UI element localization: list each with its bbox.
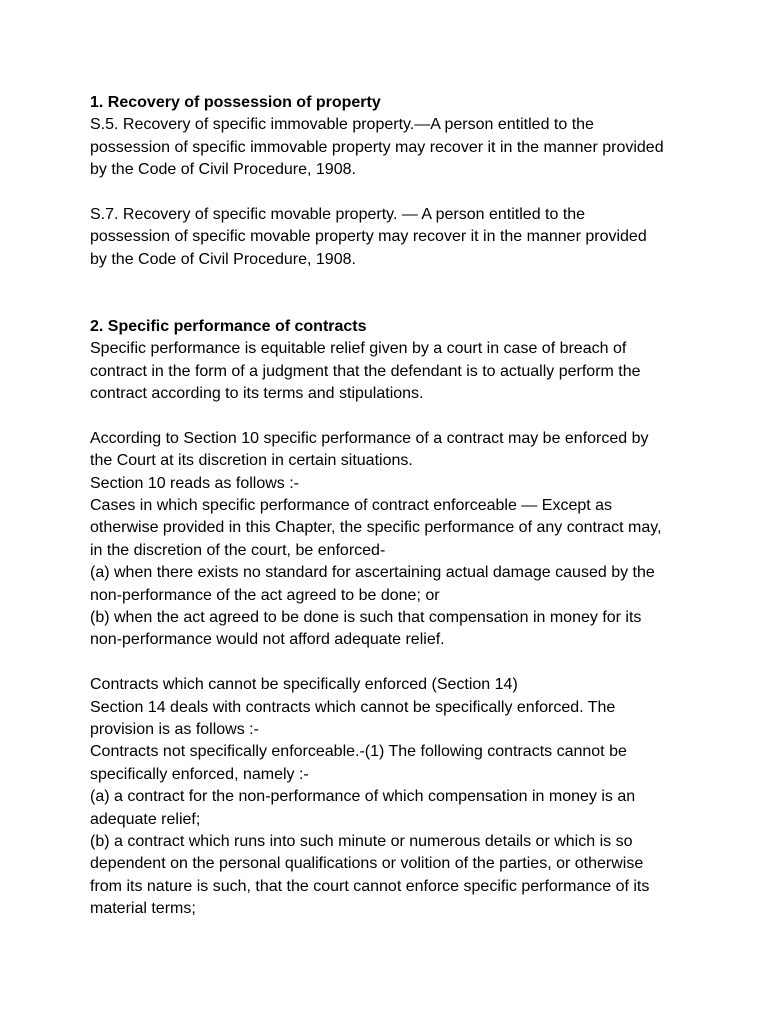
- paragraph-line: Contracts which cannot be specifically enforced (Section 14): [90, 676, 518, 694]
- section2-heading: 2. Specific performance of contracts: [90, 317, 367, 335]
- paragraph-line: Section 10 reads as follows :-: [90, 474, 299, 492]
- paragraph-line: the Court at its discretion in certain situations.: [90, 452, 413, 470]
- paragraph-line: by the Code of Civil Procedure, 1908.: [90, 250, 356, 268]
- paragraph-line: contract in the form of a judgment that the defendant is to actually perform the: [90, 362, 641, 380]
- paragraph-line: (b) a contract which runs into such minute or numerous details or which is so: [90, 832, 633, 850]
- section1-heading: 1. Recovery of possession of property: [90, 94, 381, 111]
- paragraph-line: S.7. Recovery of specific movable property. — A person entitled to the: [90, 205, 586, 223]
- paragraph-line: provision is as follows :-: [90, 720, 259, 738]
- paragraph-line: by the Code of Civil Procedure, 1908.: [90, 161, 356, 179]
- paragraph-line: Section 14 deals with contracts which cannot be specifically enforced. The: [90, 698, 616, 716]
- document-page: [90, 92, 690, 920]
- paragraph-line: in the discretion of the court, be enforced-: [90, 541, 386, 559]
- paragraph-line: (a) when there exists no standard for ascertaining actual damage caused by the: [90, 564, 655, 582]
- paragraph-line: dependent on the personal qualifications or volition of the parties, or otherwise: [90, 855, 644, 873]
- s5-paragraph: [90, 114, 690, 181]
- paragraph-line: Cases in which specific performance of contract enforceable — Except as: [90, 497, 613, 515]
- paragraph-line: otherwise provided in this Chapter, the specific performance of any contract may,: [90, 519, 662, 537]
- paragraph-gap: [90, 182, 690, 204]
- paragraph-line: possession of specific immovable property may recover it in the manner provided: [90, 138, 664, 156]
- s7-paragraph: [90, 204, 690, 271]
- paragraph-line: non-performance of the act agreed to be done; or: [90, 586, 440, 604]
- paragraph-line: According to Section 10 specific performance of a contract may be enforced by: [90, 429, 649, 447]
- paragraph-line: from its nature is such, that the court cannot enforce specific performance of its: [90, 877, 650, 895]
- paragraph-line: (a) a contract for the non-performance of which compensation in money is an: [90, 788, 636, 806]
- section10-paragraph: [90, 428, 690, 652]
- paragraph-line: material terms;: [90, 900, 196, 918]
- paragraph-line: possession of specific movable property may recover it in the manner provided: [90, 228, 647, 246]
- paragraph-gap: [90, 652, 690, 674]
- paragraph-gap: [90, 405, 690, 427]
- paragraph-line: adequate relief;: [90, 810, 201, 828]
- intro-paragraph: [90, 338, 690, 405]
- paragraph-line: specifically enforced, namely :-: [90, 765, 309, 783]
- paragraph-line: S.5. Recovery of specific immovable property.—A person entitled to the: [90, 116, 594, 134]
- section14-paragraph: [90, 674, 690, 920]
- paragraph-line: non-performance would not afford adequate relief.: [90, 631, 445, 649]
- paragraph-line: Specific performance is equitable relief given by a court in case of breach of: [90, 340, 627, 358]
- paragraph-line: (b) when the act agreed to be done is such that compensation in money for its: [90, 609, 642, 626]
- paragraph-line: contract according to its terms and stipulations.: [90, 385, 424, 403]
- paragraph-line: Contracts not specifically enforceable.-(1) The following contracts cannot be: [90, 743, 627, 761]
- section-gap: [90, 271, 690, 316]
